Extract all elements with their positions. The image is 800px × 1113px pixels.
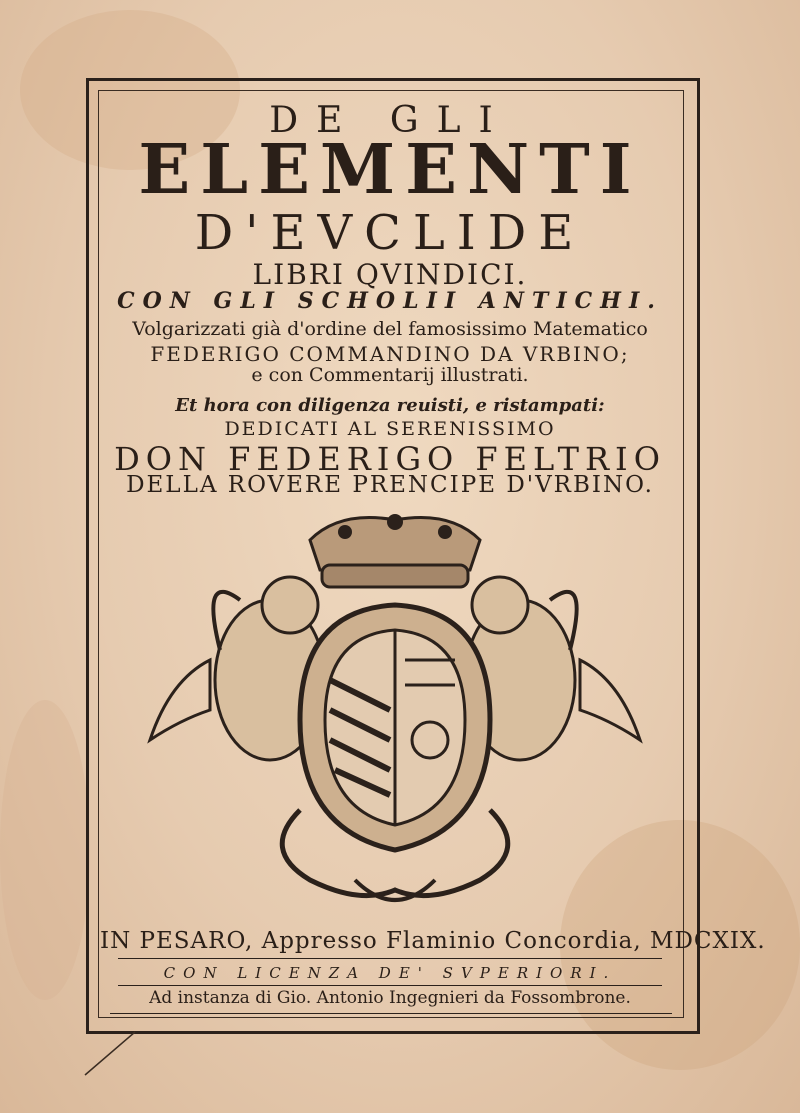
title-line-3: D'EVCLIDE [194,205,586,261]
title-line-2: ELEMENTI [138,130,642,210]
pen-stroke-icon [80,1030,140,1080]
imprint-line-3: Ad instanza di Gio. Antonio Ingegnieri da Fossombrone. [149,988,631,1008]
paper-stain [0,700,90,1000]
title-line-5: CON GLI SCHOLII ANTICHI. [117,288,663,314]
title-line-4: LIBRI QVINDICI. [252,258,528,291]
title-line-9: Et hora con diligenza reuisti, e ristampati: [175,395,605,416]
imprint-line-2: CON LICENZA DE' SVPERIORI. [163,964,617,982]
title-line-1: DE GLI [269,100,511,141]
title-line-6: Volgarizzati già d'ordine del famosissimo Matematico [132,318,648,340]
divider [118,985,662,986]
imprint-line-1: IN PESARO, Appresso Flaminio Concordia, MDCXIX. [100,928,766,954]
title-line-12: DELLA ROVERE PRENCIPE D'VRBINO. [126,472,654,498]
title-line-11: DON FEDERIGO FELTRIO [114,440,666,478]
title-line-7: FEDERIGO COMMANDINO DA VRBINO; [150,342,630,366]
crest-icon [140,510,650,920]
title-line-10: DEDICATI AL SERENISSIMO [224,418,556,440]
divider [110,1013,672,1014]
divider [118,958,662,959]
title-line-8: e con Commentarij illustrati. [251,364,529,386]
